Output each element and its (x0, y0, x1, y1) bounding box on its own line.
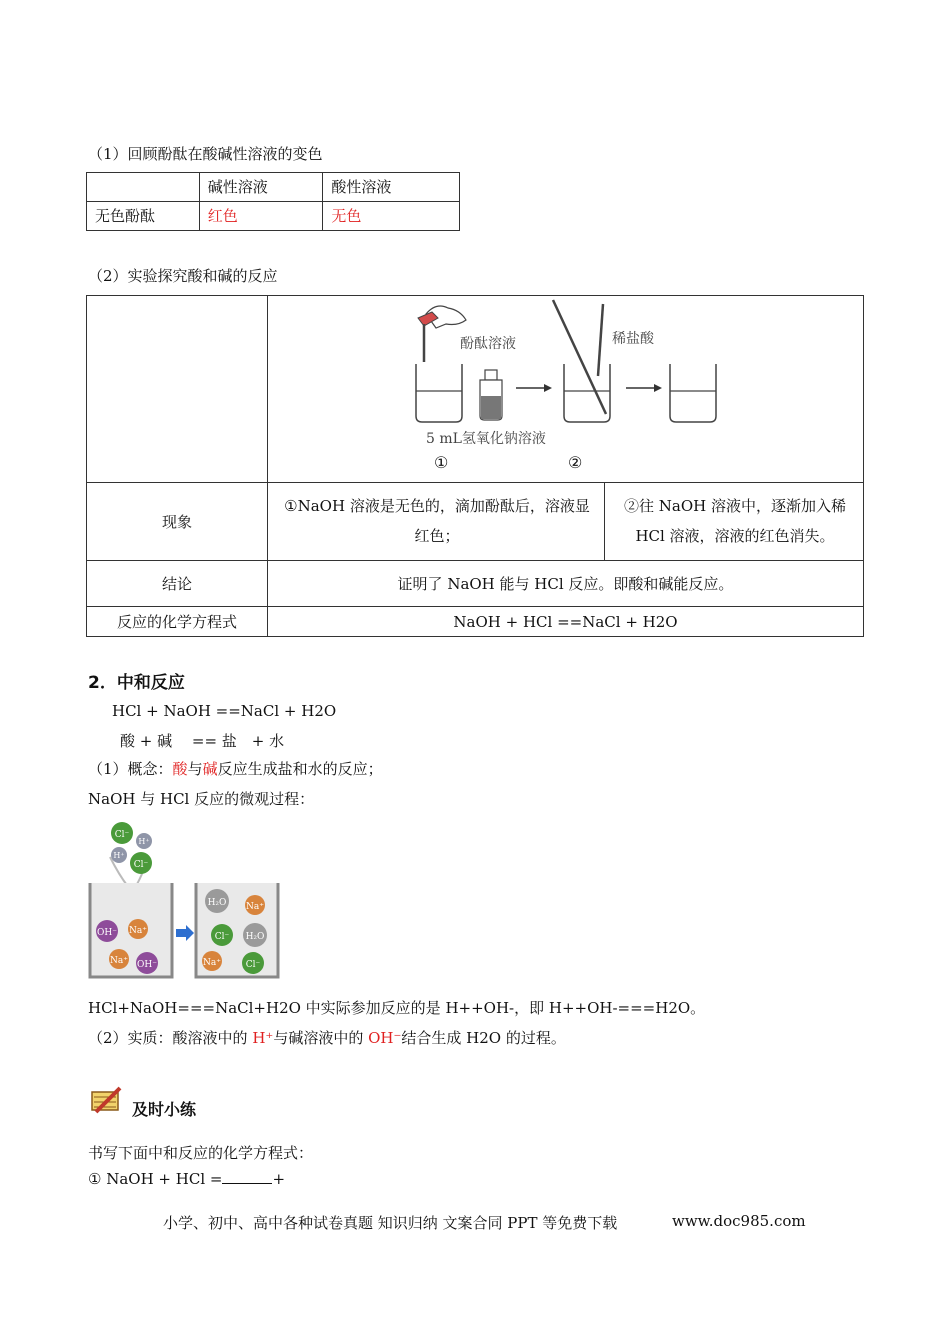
ion-cl-1 (211, 924, 233, 946)
svg-text:Na⁺: Na⁺ (203, 958, 221, 968)
concept-prefix: （1）概念： (88, 760, 173, 778)
svg-text:Cl⁻: Cl⁻ (114, 830, 130, 840)
micro-illustration (88, 815, 288, 985)
table-header-acidic: 酸性溶液 (323, 173, 460, 202)
molecule-water-1 (205, 889, 229, 913)
ion-h-top (136, 833, 152, 849)
essence-h: H⁺ (252, 1029, 274, 1047)
essence-rest: 结合生成 H2O 的过程。 (401, 1029, 566, 1047)
arrow-icon-2 (654, 384, 662, 392)
step-1-label: ① (434, 453, 449, 472)
phenolphthalein-table (86, 172, 460, 231)
phenomenon-1: ①NaOH 溶液是无色的，滴加酚酞后，溶液显红色； (268, 483, 605, 561)
svg-text:Cl⁻: Cl⁻ (245, 960, 261, 970)
actual-reaction: HCl+NaOH===NaCl+H2O 中实际参加反应的是 H++OH-，即 H++OH-===H2O。 (88, 999, 706, 1017)
beaker-1 (416, 364, 462, 422)
svg-text:H₂O: H₂O (245, 932, 265, 942)
equation-label: 反应的化学方程式 (87, 607, 268, 637)
beaker-3 (670, 364, 716, 422)
step-2-label: ② (568, 453, 583, 472)
svg-text:Cl⁻: Cl⁻ (133, 860, 149, 870)
experiment-illustration (268, 296, 864, 482)
experiment-figure-cell (268, 296, 864, 483)
svg-text:H⁺: H⁺ (138, 837, 150, 846)
footer-url[interactable]: www.doc985.com (672, 1212, 806, 1230)
equation: NaOH + HCl ==NaCl + H2O (268, 607, 864, 637)
neutralization-heading: 2．中和反应 (88, 673, 185, 693)
acid-pipette (598, 304, 603, 376)
practice-heading: 及时小练 (132, 1100, 197, 1119)
ion-na-3 (245, 895, 265, 915)
q1-end: + (272, 1170, 286, 1188)
bottle-cap (485, 370, 497, 380)
ion-cl-top (111, 822, 133, 844)
table-header-alkaline: 碱性溶液 (199, 173, 323, 202)
experiment-table (86, 295, 864, 637)
concept-base: 碱 (202, 760, 218, 778)
ion-cl-2 (242, 952, 264, 974)
svg-text:H₂O: H₂O (207, 898, 227, 908)
molecule-water-2 (243, 923, 267, 947)
svg-text:OH⁻: OH⁻ (97, 928, 117, 938)
answer-blank[interactable] (222, 1169, 272, 1184)
word-equation: 酸 + 碱 == 盐 + 水 (120, 732, 285, 750)
arrow-icon (544, 384, 552, 392)
ion-oh-2 (136, 952, 158, 974)
essence-line (88, 1027, 566, 1048)
neutralization-equation: HCl + NaOH ==NaCl + H2O (112, 702, 337, 720)
footer-text: 小学、初中、高中各种试卷真题 知识归纳 文案合同 PPT 等免费下载 (163, 1214, 618, 1232)
bottle-liquid (481, 396, 501, 419)
concept-with: 与 (187, 760, 203, 778)
conclusion-label: 结论 (87, 561, 268, 607)
acidic-color: 无色 (323, 202, 460, 231)
pencil-notebook-icon (90, 1086, 124, 1114)
essence-mid: 与碱溶液中的 (273, 1029, 369, 1047)
table-header-empty (87, 173, 200, 202)
acid-label: 稀盐酸 (612, 331, 654, 347)
ion-cl-mid (130, 852, 152, 874)
concept-acid: 酸 (172, 760, 188, 778)
concept-rest: 反应生成盐和水的反应； (217, 760, 383, 778)
ion-oh-1 (96, 920, 118, 942)
glass-rod (553, 300, 606, 414)
section2-title: （2）实验探究酸和碱的反应 (88, 267, 278, 285)
ion-h-mid (111, 847, 127, 863)
micro-title: NaOH 与 HCl 反应的微观过程： (88, 790, 315, 808)
practice-q1 (88, 1169, 285, 1188)
table-row-label: 无色酚酞 (87, 202, 200, 231)
svg-text:H⁺: H⁺ (113, 851, 125, 860)
essence-oh: OH⁻ (368, 1029, 402, 1047)
svg-text:Na⁺: Na⁺ (129, 926, 147, 936)
phenomenon-2: ②往 NaOH 溶液中，逐渐加入稀HCl 溶液，溶液的红色消失。 (605, 483, 864, 561)
svg-text:Na⁺: Na⁺ (246, 902, 264, 912)
ion-na-1 (128, 919, 148, 939)
svg-text:Cl⁻: Cl⁻ (214, 932, 230, 942)
svg-text:Na⁺: Na⁺ (110, 956, 128, 966)
ion-na-4 (202, 951, 222, 971)
figure-label-cell (87, 296, 268, 483)
alkaline-color: 红色 (199, 202, 323, 231)
phenomenon-label: 现象 (87, 483, 268, 561)
essence-prefix: （2）实质：酸溶液中的 (88, 1029, 253, 1047)
practice-instruction: 书写下面中和反应的化学方程式： (88, 1144, 314, 1162)
base-label: 5 mL氢氧化钠溶液 (426, 431, 546, 447)
section1-title: （1）回顾酚酞在酸碱性溶液的变色 (88, 145, 323, 163)
indicator-label: 酚酞溶液 (460, 336, 516, 352)
reaction-arrow-icon (176, 925, 194, 941)
svg-text:OH⁻: OH⁻ (137, 960, 157, 970)
conclusion: 证明了 NaOH 能与 HCl 反应。即酸和碱能反应。 (268, 561, 864, 607)
ion-na-2 (109, 949, 129, 969)
concept-line (88, 758, 383, 779)
q1-text: ① NaOH + HCl = (88, 1170, 223, 1188)
